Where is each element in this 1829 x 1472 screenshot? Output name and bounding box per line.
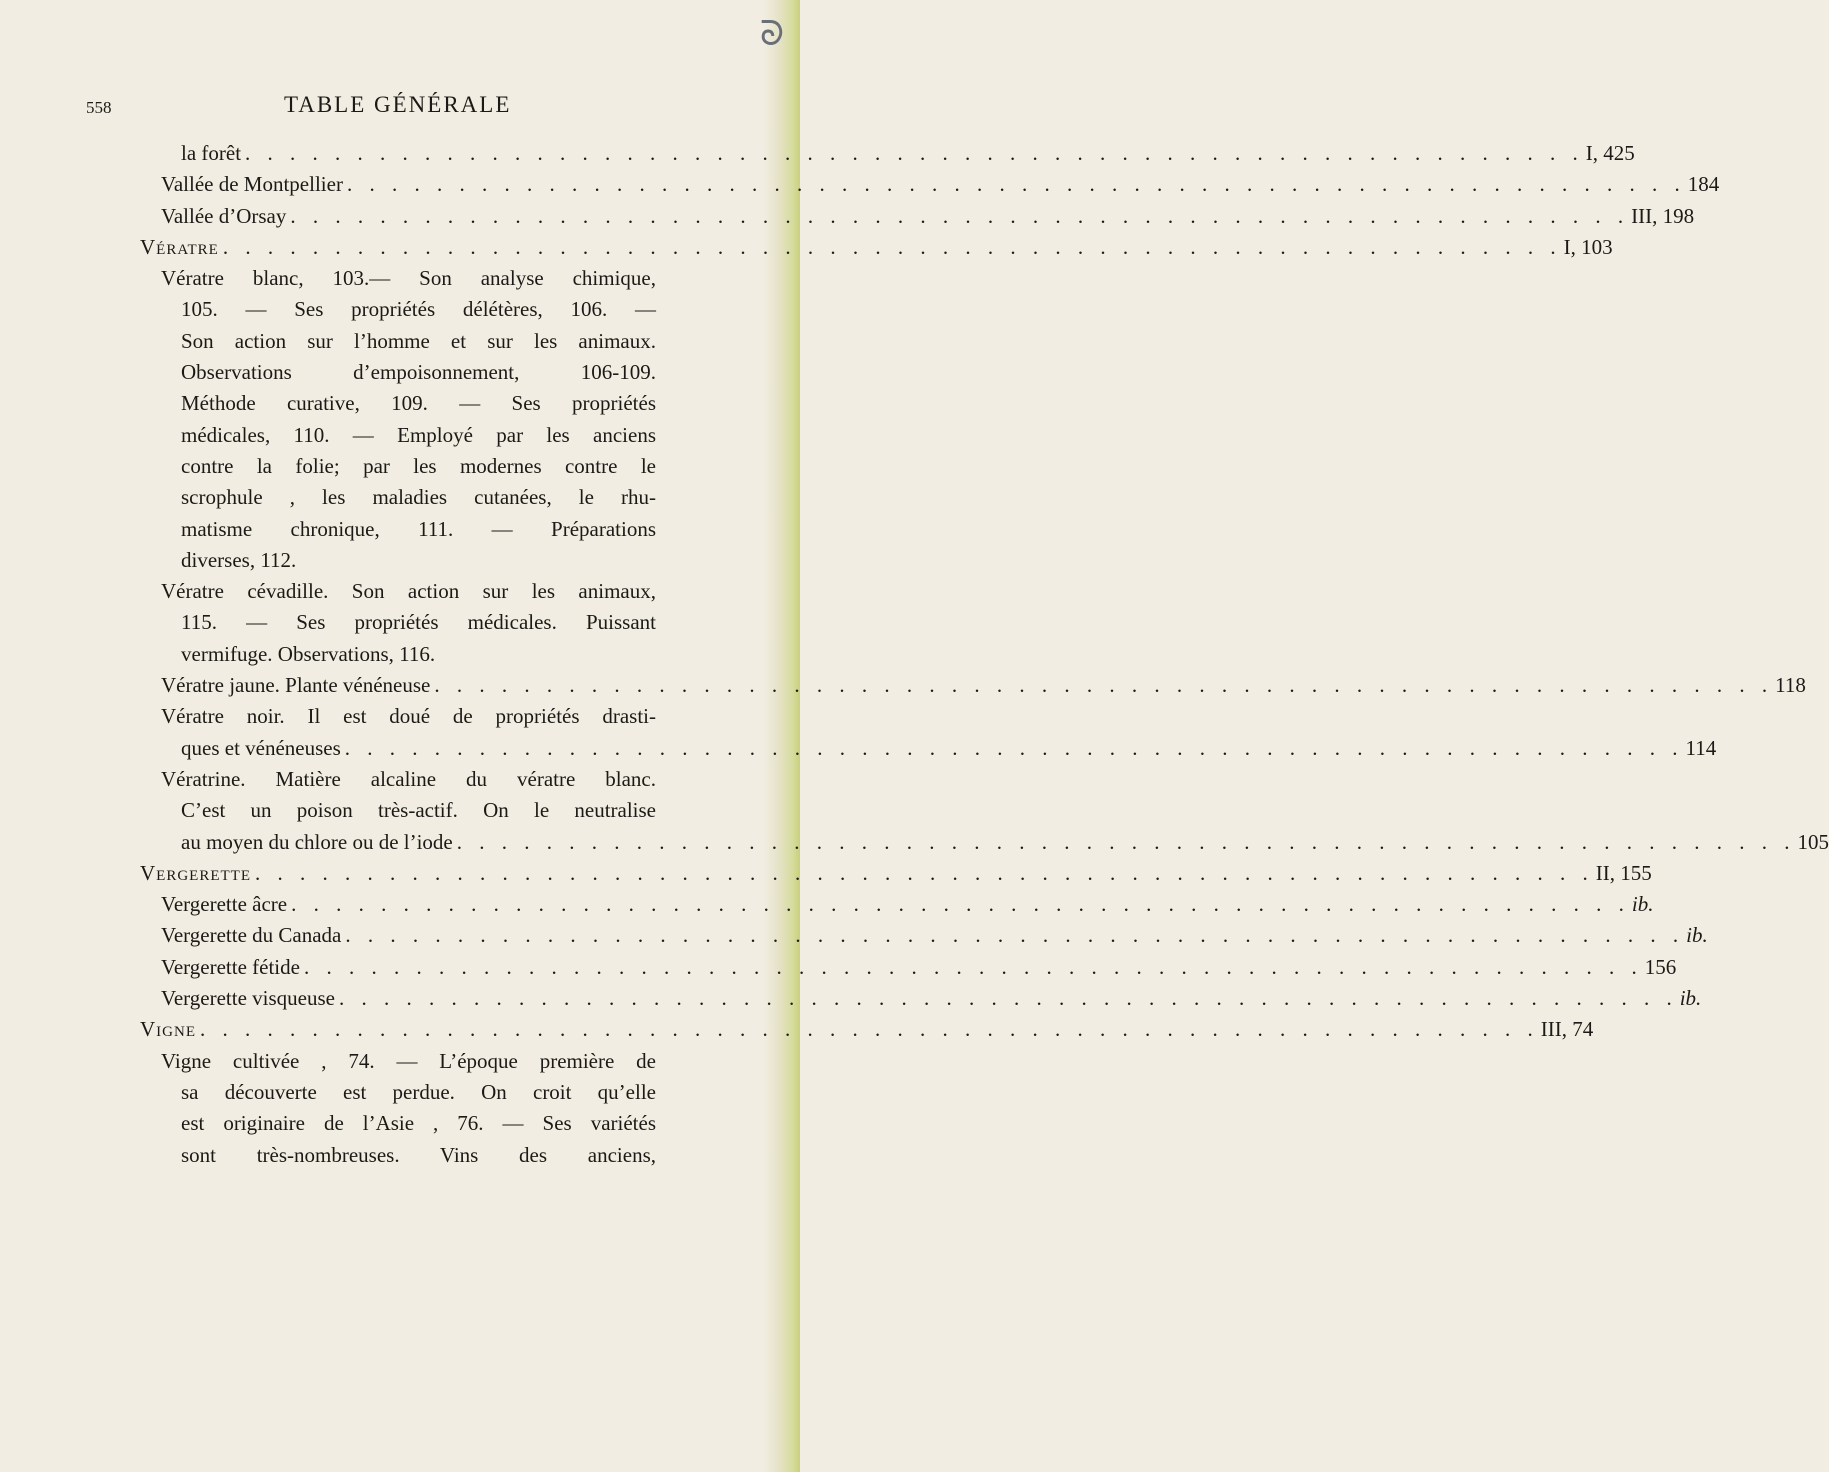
page-reference: ib. xyxy=(1679,986,1702,1011)
entry-text-line: C’est un poison très-actif. On le neutralise xyxy=(181,798,656,823)
dot-leader: . . . . . . . . . . . . . . . . . . . . . . . . . . . . . . . . . . . . . . . . . . . . . . . . . . . . . . . . . . . . xyxy=(245,141,1584,165)
index-entry xyxy=(161,201,1695,232)
entry-text-line: 105. — Ses propriétés délétères, 106. — xyxy=(181,297,656,322)
page-reference: I, 425 xyxy=(1585,141,1635,165)
dot-leader: . . . . . . . . . . . . . . . . . . . . . . . . . . . . . . . . . . . . . . . . . . . . . . . . . . . . . . . . . . . . xyxy=(254,860,1594,885)
dot-leader: . . . . . . . . . . . . . . . . . . . . . . . . . . . . . . . . . . . . . . . . . . . . . . . . . . . . . . . . . . . . xyxy=(303,954,1643,979)
entry-text-line: diverses, 112. xyxy=(181,547,297,572)
page-number: 558 xyxy=(86,98,112,117)
index-entry xyxy=(161,952,1677,983)
entry-text-line: contre la folie; par les modernes contre le xyxy=(181,453,656,478)
index-entry xyxy=(161,889,1654,920)
page-reference: 184 xyxy=(1687,172,1720,197)
entry-text-line: sa découverte est perdue. On croit qu’elle xyxy=(181,1079,656,1104)
index-entry xyxy=(140,858,1652,889)
entry-label: Vergerette âcre xyxy=(161,892,288,917)
dot-leader: . . . . . . . . . . . . . . . . . . . . . . . . . . . . . . . . . . . . . . . . . . . . . . . . . . . . . . . . . . . . xyxy=(346,172,1686,197)
entry-text-line: vermifuge. Observations, 116. xyxy=(181,641,436,666)
index-entry xyxy=(140,232,1613,263)
entry-text-line: 115. — Ses propriétés médicales. Puissant xyxy=(181,610,656,635)
entry-text-line: scrophule , les maladies cutanées, le rhu- xyxy=(181,485,656,510)
index-entry xyxy=(161,169,1720,200)
entry-text-line: Méthode curative, 109. — Ses propriétés xyxy=(181,391,656,416)
dot-leader: . . . . . . . . . . . . . . . . . . . . . . . . . . . . . . . . . . . . . . . . . . . . . . . . . . . . . . . . . . . . xyxy=(456,829,1796,854)
entry-text-line: sont très-nombreuses. Vins des anciens, xyxy=(181,1142,656,1167)
entry-label: ques et vénéneuses xyxy=(181,735,341,760)
dot-leader: . . . . . . . . . . . . . . . . . . . . . . . . . . . . . . . . . . . . . . . . . . . . . . . . . . . . . . . . . . . . xyxy=(338,986,1678,1011)
entry-label: la forêt xyxy=(181,141,242,165)
entry-text-line: Vigne cultivée , 74. — L’époque première de xyxy=(161,1048,656,1073)
dot-leader: . . . . . . . . . . . . . . . . . . . . . . . . . . . . . . . . . . . . . . . . . . . . . . . . . . . . . . . . . . . . xyxy=(345,923,1685,948)
headword: Vigne xyxy=(140,1017,196,1042)
headword: Vergerette xyxy=(140,860,251,885)
page-header xyxy=(86,92,686,124)
page-reference: ib. xyxy=(1631,892,1654,917)
entry-label: Vallée d’Orsay xyxy=(161,203,287,228)
entry-text-line: Son action sur l’homme et sur les animaux. xyxy=(181,328,656,353)
index-entry xyxy=(161,983,1702,1014)
entry-text-line: Vératre noir. Il est doué de propriétés drasti- xyxy=(161,704,656,729)
index-entry xyxy=(181,827,1829,858)
page-reference: III, 198 xyxy=(1631,203,1695,228)
entry-label: Vergerette du Canada xyxy=(161,923,342,948)
dot-leader: . . . . . . . . . . . . . . . . . . . . . . . . . . . . . . . . . . . . . . . . . . . . . . . . . . . . . . . . . . . . xyxy=(290,203,1630,228)
dot-leader: . . . . . . . . . . . . . . . . . . . . . . . . . . . . . . . . . . . . . . . . . . . . . . . . . . . . . . . . . . . . xyxy=(291,892,1630,917)
page-reference: 114 xyxy=(1685,735,1717,760)
page-reference: 105 xyxy=(1797,829,1829,854)
dot-leader: . . . . . . . . . . . . . . . . . . . . . . . . . . . . . . . . . . . . . . . . . . . . . . . . . . . . . . . . . . . . xyxy=(200,1017,1539,1042)
page-reference: III, 74 xyxy=(1540,1017,1594,1042)
page-reference: 118 xyxy=(1775,673,1806,698)
index-entries xyxy=(140,138,1829,1171)
entry-text-line: Vératre cévadille. Son action sur les animaux, xyxy=(161,579,656,604)
entry-text-line: est originaire de l’Asie , 76. — Ses variétés xyxy=(181,1111,656,1136)
entry-label: Vallée de Montpellier xyxy=(161,172,343,197)
entry-text-line: Vératre blanc, 103.— Son analyse chimique, xyxy=(161,266,656,291)
entry-label: Vergerette fétide xyxy=(161,954,300,979)
entry-label: Vératre jaune. Plante vénéneuse xyxy=(161,673,431,698)
page-reference: ib. xyxy=(1686,923,1708,948)
ink-mark: ᘐ xyxy=(760,14,784,54)
dot-leader: . . . . . . . . . . . . . . . . . . . . . . . . . . . . . . . . . . . . . . . . . . . . . . . . . . . . . . . . . . . . xyxy=(344,735,1684,760)
page-reference: II, 155 xyxy=(1595,860,1652,885)
headword: Vératre xyxy=(140,234,219,259)
page-reference: 156 xyxy=(1644,954,1677,979)
entry-text-line: matisme chronique, 111. — Préparations xyxy=(181,516,656,541)
index-entry xyxy=(181,138,1635,169)
entry-text-line: Observations d’empoisonnement, 106-109. xyxy=(181,360,656,385)
dot-leader: . . . . . . . . . . . . . . . . . . . . . . . . . . . . . . . . . . . . . . . . . . . . . . . . . . . . . . . . . . . . xyxy=(222,234,1562,259)
index-entry xyxy=(181,733,1717,764)
entry-label: Vergerette visqueuse xyxy=(161,986,335,1011)
entry-text-line: médicales, 110. — Employé par les anciens xyxy=(181,422,656,447)
entry-text-line: Vératrine. Matière alcaline du vératre blanc. xyxy=(161,766,656,791)
index-entry xyxy=(161,670,1806,701)
entry-label: au moyen du chlore ou de l’iode xyxy=(181,829,453,854)
index-entry xyxy=(161,920,1708,951)
index-entry xyxy=(140,1014,1594,1045)
running-title: TABLE GÉNÉRALE xyxy=(284,92,512,117)
dot-leader: . . . . . . . . . . . . . . . . . . . . . . . . . . . . . . . . . . . . . . . . . . . . . . . . . . . . . . . . . . . . xyxy=(434,673,1774,698)
page-reference: I, 103 xyxy=(1563,234,1613,259)
